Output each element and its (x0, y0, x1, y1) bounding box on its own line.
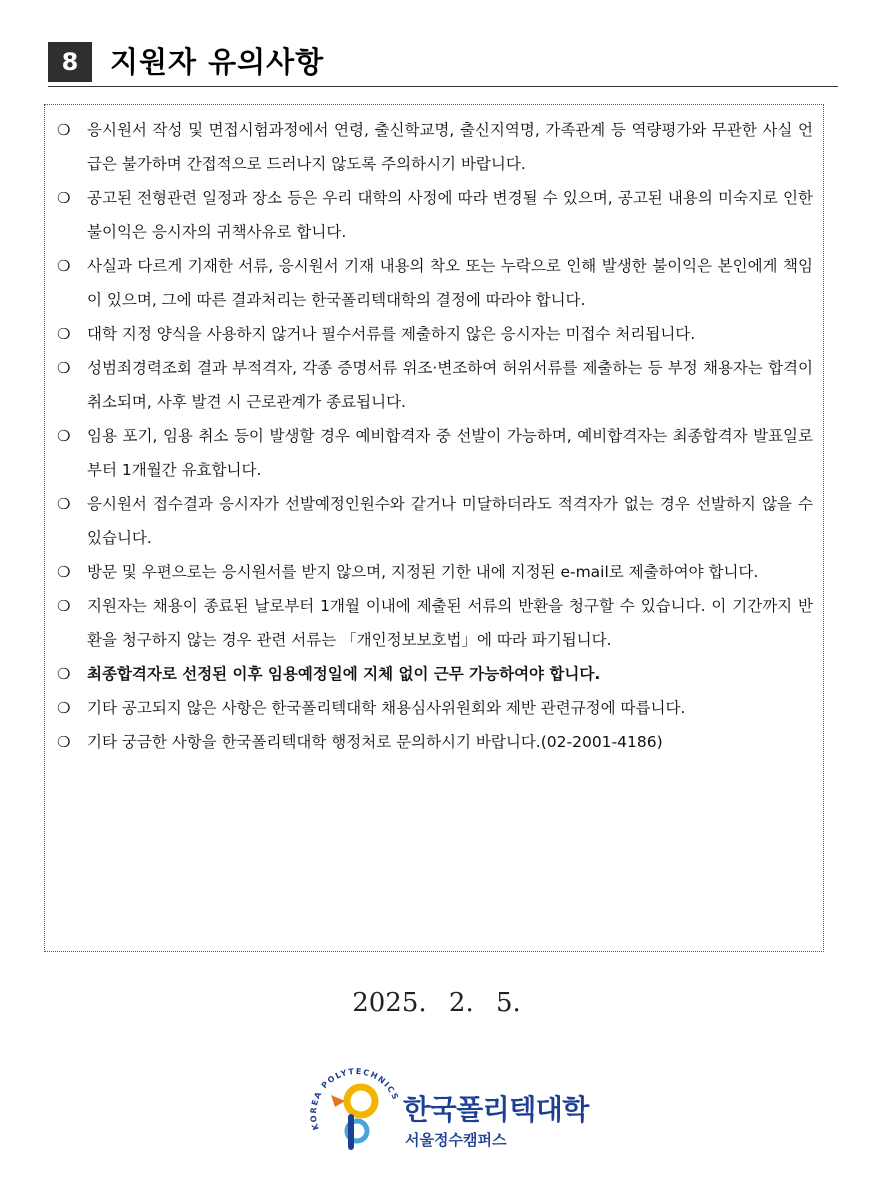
circle-bullet-icon: ❍ (57, 495, 71, 513)
notice-text: 임용 포기, 임용 취소 등이 발생할 경우 예비합격자 중 선발이 가능하며, 예비합격자는 최종합격자 발표일로부터 1개월간 유효합니다. (87, 427, 813, 479)
notice-item (55, 351, 813, 419)
circle-bullet-icon: ❍ (57, 665, 71, 683)
notice-text: 기타 공고되지 않은 사항은 한국폴리텍대학 채용심사위원회와 제반 관련규정에 따릅니다. (87, 699, 686, 717)
circle-bullet-icon: ❍ (57, 597, 71, 615)
notice-text: 대학 지정 양식을 사용하지 않거나 필수서류를 제출하지 않은 응시자는 미접수 처리됩니다. (87, 325, 696, 343)
notice-item (55, 181, 813, 249)
notice-item (55, 317, 813, 351)
notice-text: 성범죄경력조회 결과 부적격자, 각종 증명서류 위조·변조하여 허위서류를 제출하는 등 부정 채용자는 합격이 취소되며, 사후 발견 시 근로관계가 종료됩니다. (87, 359, 813, 411)
section-header (48, 38, 838, 87)
notice-item (55, 487, 813, 555)
logo-name: 한국폴리텍대학 (403, 1093, 589, 1126)
notice-text: 공고된 전형관련 일정과 장소 등은 우리 대학의 사정에 따라 변경될 수 있으며, 공고된 내용의 미숙지로 인한 불이익은 응시자의 귀책사유로 합니다. (87, 189, 813, 241)
notice-text: 지원자는 채용이 종료된 날로부터 1개월 이내에 제출된 서류의 반환을 청구할 수 있습니다. 이 기간까지 반환을 청구하지 않는 경우 관련 서류는 「개인정보보호법」에 따라 파기됩니다. (87, 597, 813, 649)
announcement-date: 2025. 2. 5. (352, 988, 521, 1018)
notice-list (55, 113, 813, 759)
circle-bullet-icon: ❍ (57, 427, 71, 445)
notice-text: 응시원서 작성 및 면접시험과정에서 연령, 출신학교명, 출신지역명, 가족관계 등 역량평가와 무관한 사실 언급은 불가하며 간접적으로 드러나지 않도록 주의하시기 바랍니다. (87, 121, 813, 173)
notice-item (55, 419, 813, 487)
notice-text: 사실과 다르게 기재한 서류, 응시원서 기재 내용의 착오 또는 누락으로 인해 발생한 불이익은 본인에게 책임이 있으며, 그에 따른 결과처리는 한국폴리텍대학의 결정에 따라야 합니다. (87, 257, 813, 309)
notice-text: 응시원서 접수결과 응시자가 선발예정인원수와 같거나 미달하더라도 적격자가 없는 경우 선발하지 않을 수 있습니다. (87, 495, 813, 547)
circle-bullet-icon: ❍ (57, 189, 71, 207)
notice-item (55, 113, 813, 181)
notice-text: 최종합격자로 선정된 이후 임용예정일에 지체 없이 근무 가능하여야 합니다. (87, 665, 601, 683)
notice-text: 방문 및 우편으로는 응시원서를 받지 않으며, 지정된 기한 내에 지정된 e-mail로 제출하여야 합니다. (87, 563, 759, 581)
notice-text: 기타 궁금한 사항을 한국폴리텍대학 행정처로 문의하시기 바랍니다.(02-2001-4186) (87, 733, 663, 751)
circle-bullet-icon: ❍ (57, 733, 71, 751)
notice-item (55, 691, 813, 725)
circle-bullet-icon: ❍ (57, 563, 71, 581)
notice-item (55, 555, 813, 589)
circle-bullet-icon: ❍ (57, 699, 71, 717)
notice-item (55, 725, 813, 759)
notice-item (55, 249, 813, 317)
section-number: 8 (48, 42, 92, 82)
logo-ring-text: KOREA POLYTECHNICS (308, 1066, 401, 1132)
logo-campus: 서울정수캠퍼스 (405, 1131, 507, 1149)
circle-bullet-icon: ❍ (57, 359, 71, 377)
circle-bullet-icon: ❍ (57, 325, 71, 343)
section-title: 지원자 유의사항 (110, 45, 325, 79)
notice-box (44, 104, 824, 952)
polytechnics-logo-icon (305, 1055, 401, 1155)
circle-bullet-icon: ❍ (57, 257, 71, 275)
notice-item-emphasis (55, 657, 813, 691)
circle-bullet-icon: ❍ (57, 121, 71, 139)
notice-item (55, 589, 813, 657)
